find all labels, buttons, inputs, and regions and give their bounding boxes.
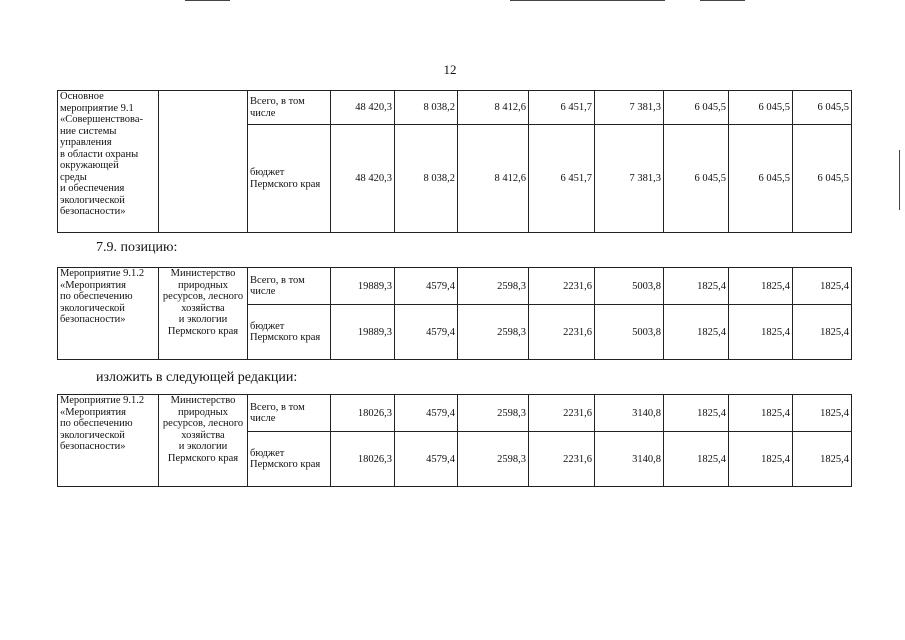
amount-cell: 2231,6 <box>529 432 595 487</box>
amount-cell: 4579,4 <box>395 395 458 432</box>
top-edge-line <box>510 0 665 1</box>
amount-cell: 2231,6 <box>529 268 595 305</box>
amount-cell: 1825,4 <box>793 268 852 305</box>
executor-cell <box>159 91 248 233</box>
funding-source-cell: бюджет Пермского края <box>248 125 331 233</box>
section-heading: изложить в следующей редакции: <box>96 370 298 385</box>
amount-cell: 7 381,3 <box>595 125 664 233</box>
amount-cell: 18026,3 <box>331 432 395 487</box>
amount-cell: 18026,3 <box>331 395 395 432</box>
executor-cell: Министерство природных ресурсов, лесного хозяйства и экологии Пермского края <box>159 395 248 487</box>
amount-cell: 2598,3 <box>458 432 529 487</box>
funding-source-cell: Всего, в том числе <box>248 268 331 305</box>
amount-cell: 6 451,7 <box>529 91 595 125</box>
amount-cell: 4579,4 <box>395 268 458 305</box>
amount-cell: 2231,6 <box>529 395 595 432</box>
amount-cell: 6 045,5 <box>793 125 852 233</box>
amount-cell: 8 038,2 <box>395 91 458 125</box>
amount-cell: 1825,4 <box>793 432 852 487</box>
funding-source-cell: Всего, в том числе <box>248 91 331 125</box>
event-name-cell: Мероприятие 9.1.2 «Мероприятия по обеспечению экологической безопасности» <box>58 268 159 360</box>
amount-cell: 1825,4 <box>664 268 729 305</box>
amount-cell: 1825,4 <box>729 268 793 305</box>
amount-cell: 2231,6 <box>529 305 595 360</box>
amount-cell: 2598,3 <box>458 305 529 360</box>
page-edge-mark <box>899 150 900 210</box>
amount-cell: 1825,4 <box>729 432 793 487</box>
amount-cell: 19889,3 <box>331 268 395 305</box>
amount-cell: 4579,4 <box>395 432 458 487</box>
amount-cell: 3140,8 <box>595 395 664 432</box>
amount-cell: 5003,8 <box>595 305 664 360</box>
amount-cell: 48 420,3 <box>331 125 395 233</box>
funding-source-cell: бюджет Пермского края <box>248 305 331 360</box>
amount-cell: 1825,4 <box>729 305 793 360</box>
amount-cell: 2598,3 <box>458 395 529 432</box>
funding-table-current <box>57 90 852 233</box>
amount-cell: 6 045,5 <box>729 91 793 125</box>
event-name-cell: Основное мероприятие 9.1 «Совершенствова- ние системы управления в области охраны окружающей среды и обеспечения экологической безопасности» <box>58 91 159 233</box>
funding-source-cell: бюджет Пермского края <box>248 432 331 487</box>
amount-cell: 8 412,6 <box>458 125 529 233</box>
amount-cell: 6 045,5 <box>664 91 729 125</box>
amount-cell: 8 412,6 <box>458 91 529 125</box>
amount-cell: 1825,4 <box>664 395 729 432</box>
section-heading: 7.9. позицию: <box>96 240 178 255</box>
amount-cell: 5003,8 <box>595 268 664 305</box>
amount-cell: 1825,4 <box>793 305 852 360</box>
amount-cell: 4579,4 <box>395 305 458 360</box>
amount-cell: 3140,8 <box>595 432 664 487</box>
amount-cell: 7 381,3 <box>595 91 664 125</box>
funding-table-old <box>57 267 852 360</box>
amount-cell: 1825,4 <box>729 395 793 432</box>
amount-cell: 6 045,5 <box>793 91 852 125</box>
page-number: 12 <box>443 62 457 77</box>
amount-cell: 6 451,7 <box>529 125 595 233</box>
top-edge-line <box>700 0 745 1</box>
funding-table-new <box>57 394 852 487</box>
top-edge-line <box>185 0 230 1</box>
event-name-cell: Мероприятие 9.1.2 «Мероприятия по обеспечению экологической безопасности» <box>58 395 159 487</box>
executor-cell: Министерство природных ресурсов, лесного хозяйства и экологии Пермского края <box>159 268 248 360</box>
amount-cell: 1825,4 <box>793 395 852 432</box>
amount-cell: 19889,3 <box>331 305 395 360</box>
amount-cell: 6 045,5 <box>729 125 793 233</box>
amount-cell: 8 038,2 <box>395 125 458 233</box>
amount-cell: 2598,3 <box>458 268 529 305</box>
amount-cell: 48 420,3 <box>331 91 395 125</box>
funding-source-cell: Всего, в том числе <box>248 395 331 432</box>
amount-cell: 6 045,5 <box>664 125 729 233</box>
amount-cell: 1825,4 <box>664 305 729 360</box>
amount-cell: 1825,4 <box>664 432 729 487</box>
